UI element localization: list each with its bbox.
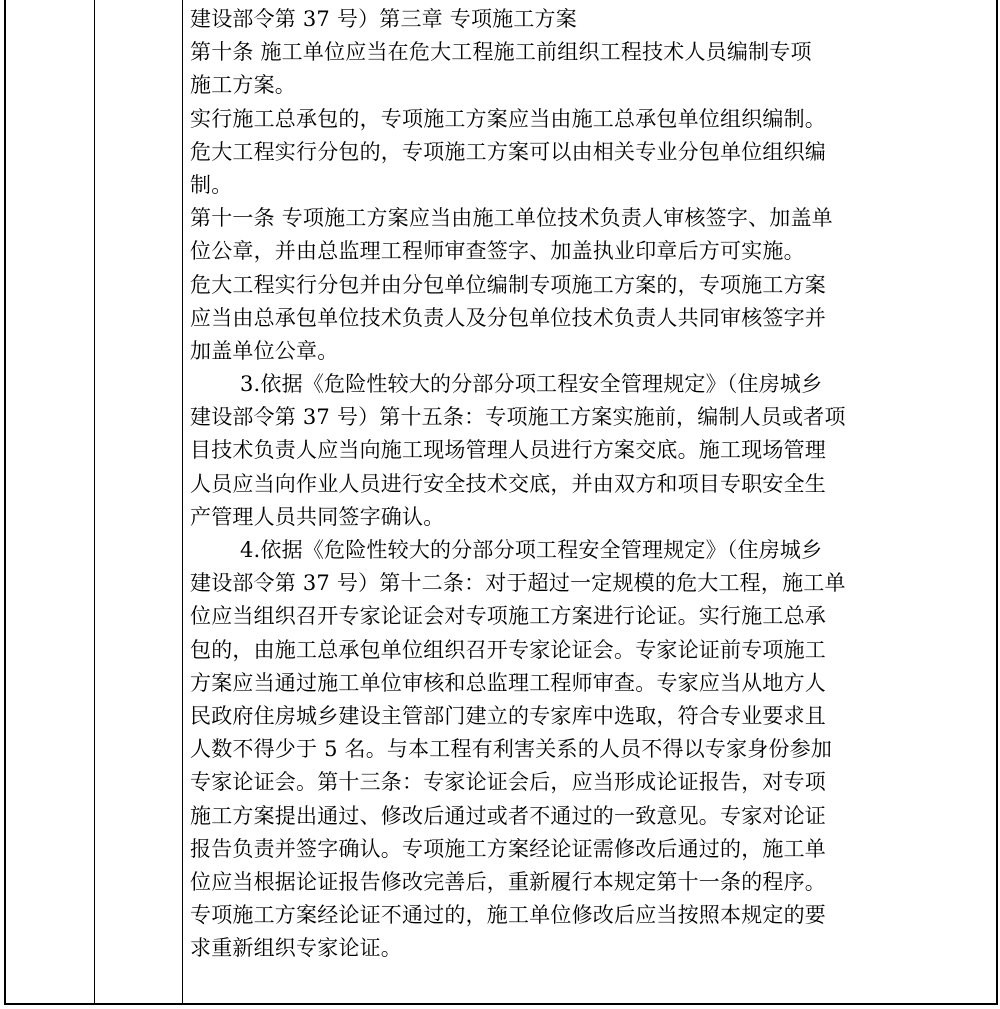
column-divider-1 bbox=[94, 0, 95, 1005]
text-line: 建设部令第 37 号）第十二条：对于超过一定规模的危大工程，施工单 bbox=[190, 571, 846, 596]
text-line: 人数不得少于 5 名。与本工程有利害关系的人员不得以专家身份参加 bbox=[190, 737, 833, 762]
table-cell-content bbox=[190, 3, 990, 965]
text-line: 位应当根据论证报告修改完善后，重新履行本规定第十一条的程序。 bbox=[190, 869, 826, 894]
text-line: 实行施工总承包的，专项施工方案应当由施工总承包单位组织编制。 bbox=[190, 106, 826, 131]
text-line: 产管理人员共同签字确认。 bbox=[190, 504, 445, 529]
text-line: 目技术负责人应当向施工现场管理人员进行方案交底。施工现场管理 bbox=[190, 438, 826, 463]
text-line: 求重新组织专家论证。 bbox=[190, 936, 402, 961]
text-line: 专项施工方案经论证不通过的，施工单位修改后应当按照本规定的要 bbox=[190, 903, 826, 928]
text-line: 4.依据《危险性较大的分部分项工程安全管理规定》（住房城乡 bbox=[240, 538, 823, 562]
text-line: 施工方案。 bbox=[190, 73, 296, 98]
column-divider-2 bbox=[182, 0, 183, 1005]
text-line: 加盖单位公章。 bbox=[190, 338, 339, 363]
text-line: 3.依据《危险性较大的分部分项工程安全管理规定》（住房城乡 bbox=[240, 372, 823, 397]
text-line: 包的，由施工总承包单位组织召开专家论证会。专家论证前专项施工 bbox=[190, 637, 826, 662]
text-line: 民政府住房城乡建设主管部门建立的专家库中选取，符合专业要求且 bbox=[190, 703, 826, 728]
text-line: 人员应当向作业人员进行安全技术交底，并由双方和项目专职安全生 bbox=[190, 471, 826, 496]
text-line: 危大工程实行分包并由分包单位编制专项施工方案的，专项施工方案 bbox=[190, 272, 826, 297]
text-line: 应当由总承包单位技术负责人及分包单位技术负责人共同审核签字并 bbox=[190, 305, 826, 330]
text-line: 建设部令第 37 号）第十五条：专项施工方案实施前，编制人员或者项 bbox=[190, 405, 846, 430]
text-line: 位应当组织召开专家论证会对专项施工方案进行论证。实行施工总承 bbox=[190, 604, 826, 629]
text-line: 危大工程实行分包的，专项施工方案可以由相关专业分包单位组织编 bbox=[190, 139, 826, 164]
text-line: 第十条 施工单位应当在危大工程施工前组织工程技术人员编制专项 bbox=[190, 40, 812, 65]
text-line: 制。 bbox=[190, 172, 233, 197]
text-line: 建设部令第 37 号）第三章 专项施工方案 bbox=[190, 7, 577, 31]
text-line: 位公章，并由总监理工程师审查签字、加盖执业印章后方可实施。 bbox=[190, 239, 805, 264]
text-line: 方案应当通过施工单位审核和总监理工程师审查。专家应当从地方人 bbox=[190, 670, 826, 695]
text-line: 专家论证会。第十三条：专家论证会后，应当形成论证报告，对专项 bbox=[190, 770, 826, 795]
text-line: 报告负责并签字确认。专项施工方案经论证需修改后通过的，施工单 bbox=[190, 836, 826, 861]
text-line: 第十一条 专项施工方案应当由施工单位技术负责人审核签字、加盖单 bbox=[190, 206, 833, 231]
text-line: 施工方案提出通过、修改后通过或者不通过的一致意见。专家对论证 bbox=[190, 803, 826, 828]
